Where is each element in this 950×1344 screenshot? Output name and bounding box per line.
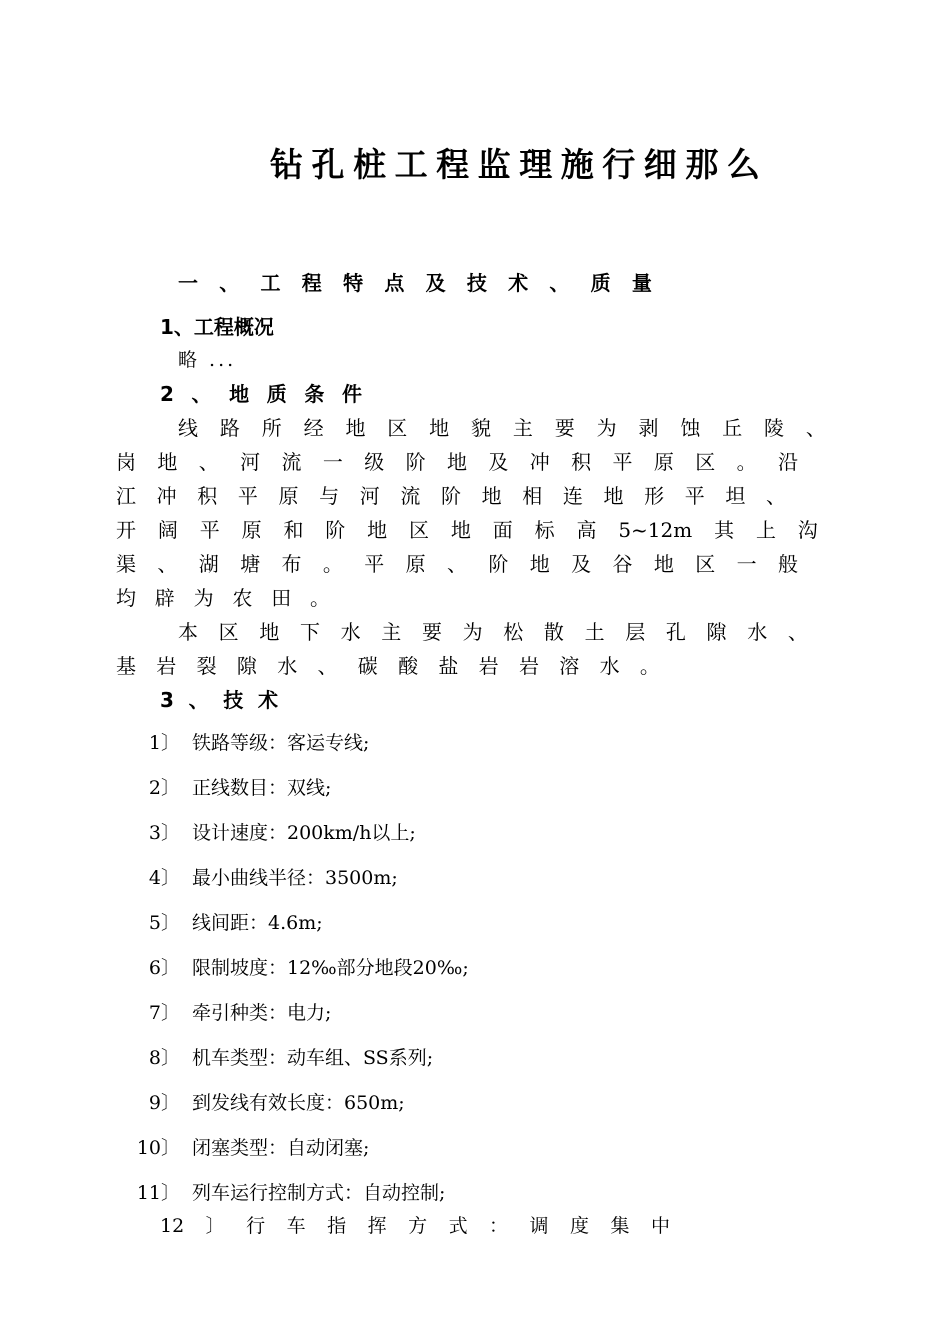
groundwater-line-2: 基 岩 裂 隙 水 、 碳 酸 盐 岩 岩 溶 水 。 xyxy=(116,654,660,678)
geology-line-2: 岗 地 、 河 流 一 级 阶 地 及 冲 积 平 原 区 。 沿 xyxy=(116,450,798,474)
technical-item-text: 线间距：4.6m; xyxy=(192,912,323,934)
technical-item-11 xyxy=(0,1176,950,1210)
technical-item-text: 最小曲线半径：3500m; xyxy=(192,867,398,889)
technical-item-4 xyxy=(0,861,950,895)
document-title: 钻 孔 桩 工 程 监 理 施 行 细 那 么 xyxy=(270,145,760,184)
technical-item-7 xyxy=(0,996,950,1030)
geology-line-4: 开 阔 平 原 和 阶 地 区 地 面 标 高 5~12m 其 上 沟 xyxy=(116,518,818,542)
geology-line-5: 渠 、 湖 塘 布 。 平 原 、 阶 地 及 谷 地 区 一 般 xyxy=(116,552,798,576)
technical-item-number: 1〕 xyxy=(148,732,180,754)
technical-item-1 xyxy=(0,726,950,760)
technical-item-text: 到发线有效长度：650m; xyxy=(192,1092,405,1114)
technical-item-9 xyxy=(0,1086,950,1120)
technical-item-number: 11〕 xyxy=(136,1182,180,1204)
overview-body: 略 ... xyxy=(178,349,237,371)
technical-item-number: 9〕 xyxy=(148,1092,180,1114)
technical-item-number: 2〕 xyxy=(148,777,180,799)
technical-item-number: 8〕 xyxy=(148,1047,180,1069)
technical-item-text: 闭塞类型：自动闭塞; xyxy=(192,1137,370,1159)
technical-item-text: 设计速度：200km/h以上; xyxy=(192,822,416,844)
technical-item-text: 限制坡度：12‰部分地段20‰; xyxy=(192,957,469,979)
section-heading: 一 、 工 程 特 点 及 技 术 、 质 量 xyxy=(178,271,652,295)
technical-item-6 xyxy=(0,951,950,985)
technical-item-number: 5〕 xyxy=(148,912,180,934)
technical-item-number: 3〕 xyxy=(148,822,180,844)
geology-line-6: 均 辟 为 农 田 。 xyxy=(116,586,330,610)
technical-item-5 xyxy=(0,906,950,940)
geology-line-3: 江 冲 积 平 原 与 河 流 阶 地 相 连 地 形 平 坦 、 xyxy=(116,484,786,508)
technical-item-text: 列车运行控制方式：自动控制; xyxy=(192,1182,446,1204)
geology-heading: 2 、 地 质 条 件 xyxy=(160,382,362,406)
technical-item-text: 牵引种类：电力; xyxy=(192,1002,332,1024)
technical-item-number: 6〕 xyxy=(148,957,180,979)
overview-heading: 1、工程概况 xyxy=(160,315,274,339)
technical-item-10 xyxy=(0,1131,950,1165)
technical-item-2 xyxy=(0,771,950,805)
groundwater-line-1: 本 区 地 下 水 主 要 为 松 散 土 层 孔 隙 水 、 xyxy=(178,620,808,644)
technical-item-text: 正线数目：双线; xyxy=(192,777,332,799)
technical-item-12: 12 〕 行 车 指 挥 方 式 ： 调 度 集 中 xyxy=(160,1215,670,1237)
technical-heading: 3 、 技 术 xyxy=(160,688,278,712)
technical-item-8 xyxy=(0,1041,950,1075)
technical-item-text: 机车类型：动车组、SS系列; xyxy=(192,1047,434,1069)
technical-item-text: 铁路等级：客运专线; xyxy=(192,732,370,754)
technical-item-3 xyxy=(0,816,950,850)
technical-item-number: 4〕 xyxy=(148,867,180,889)
technical-item-number: 10〕 xyxy=(136,1137,180,1159)
technical-item-number: 7〕 xyxy=(148,1002,180,1024)
geology-line-1: 线 路 所 经 地 区 地 貌 主 要 为 剥 蚀 丘 陵 、 xyxy=(178,416,826,440)
